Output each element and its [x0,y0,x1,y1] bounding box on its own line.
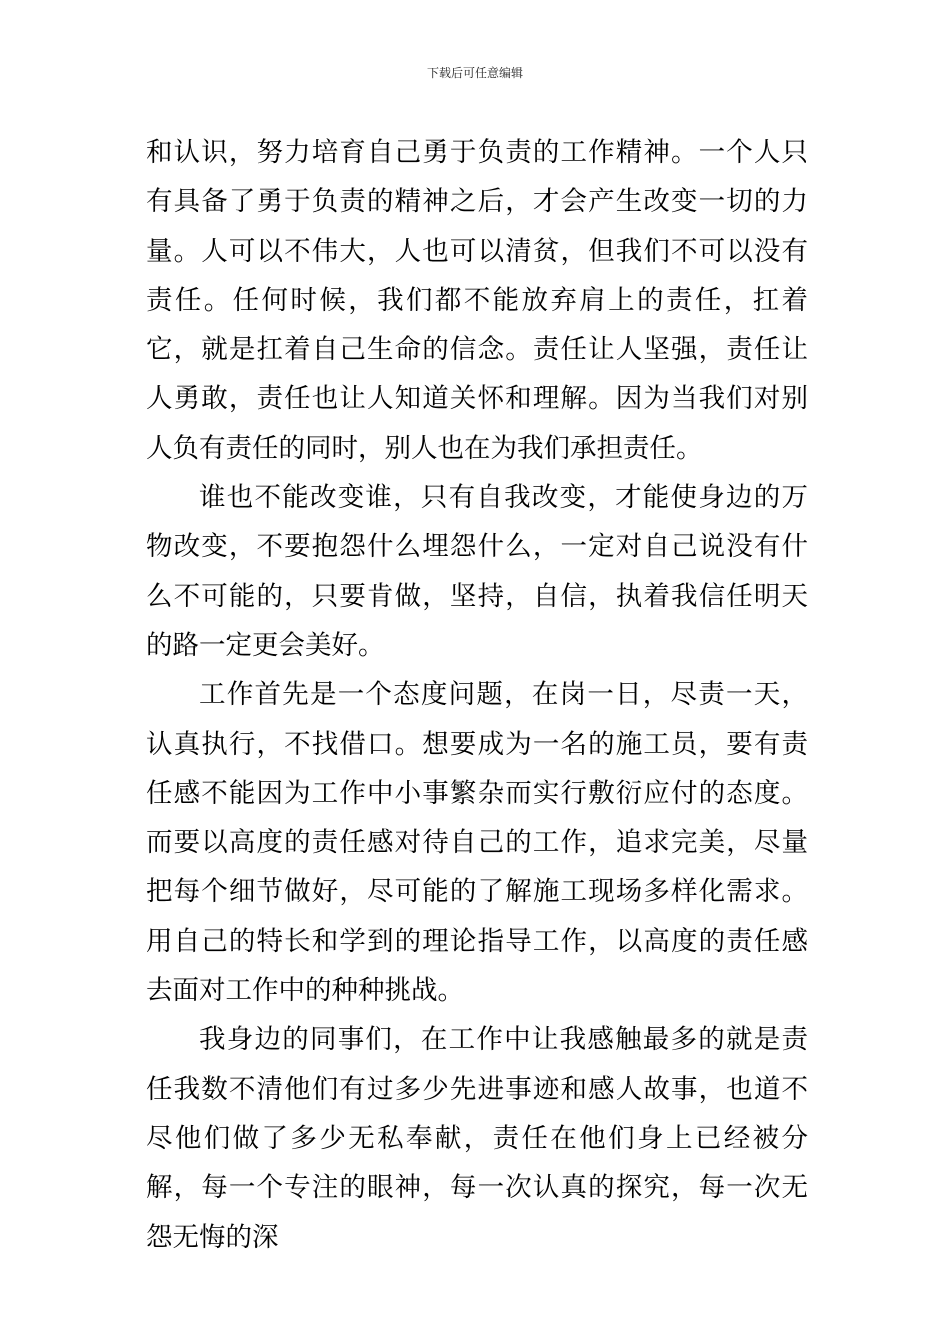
page-header: 下载后可任意编辑 [426,66,523,80]
paragraph: 工作首先是一个态度问题，在岗一日，尽责一天，认真执行，不找借口。想要成为一名的施工员，要有责任感不能因为工作中小事繁杂而实行敷衍应付的态度。而要以高度的责任感对待自己的工作，追求完美，尽量把每个细节做好，尽可能的了解施工现场多样化需求。用自己的特长和学到的理论指导工作，以高度的责任感去面对工作中的种种挑战。 [146,679,808,1007]
paragraph-continued: 和认识，努力培育自己勇于负责的工作精神。一个人只有具备了勇于负责的精神之后，才会产生改变一切的力量。人可以不伟大，人也可以清贫，但我们不可以没有责任。任何时候，我们都不能放弃肩上的责任，扛着它，就是扛着自己生命的信念。责任让人坚强，责任让人勇敢，责任也让人知道关怀和理解。因为当我们对别人负有责任的同时，别人也在为我们承担责任。 [146,137,808,464]
paragraph: 谁也不能改变谁，只有自我改变，才能使身边的万物改变，不要抱怨什么埋怨什么，一定对自己说没有什么不可能的，只要肯做，坚持，自信，执着我信任明天的路一定更会美好。 [146,482,808,661]
paragraph: 我身边的同事们，在工作中让我感触最多的就是责任我数不清他们有过多少先进事迹和感人故事，也道不尽他们做了多少无私奉献，责任在他们身上已经被分解，每一个专注的眼神，每一次认真的探究，每一次无怨无悔的深 [146,1024,808,1253]
document-body [146,128,808,1262]
